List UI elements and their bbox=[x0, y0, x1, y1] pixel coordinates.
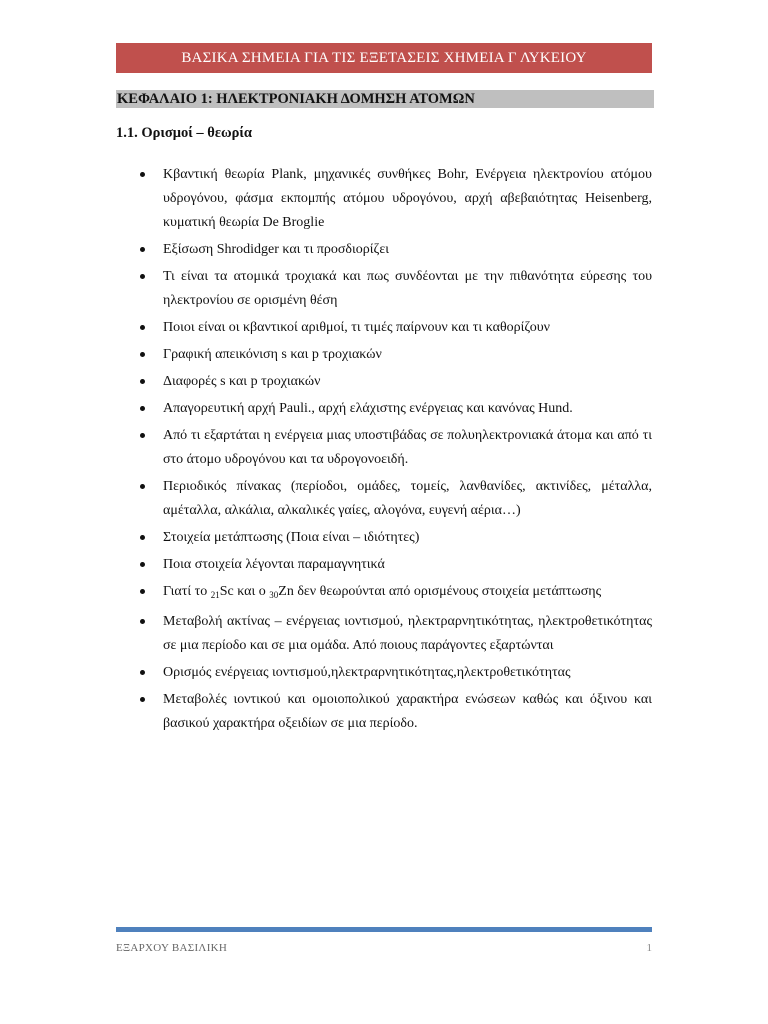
list-item: Εξίσωση Shrodidger και τι προσδιορίζει bbox=[116, 238, 652, 262]
list-item: Ορισμός ενέργειας ιοντισμού,ηλεκτραρνητικότητας,ηλεκτροθετικότητας bbox=[116, 661, 652, 685]
list-item: Ποιοι είναι οι κβαντικοί αριθμοί, τι τιμές παίρνουν και τι καθορίζουν bbox=[116, 316, 652, 340]
topic-list bbox=[116, 163, 652, 739]
page-number: 1 bbox=[646, 942, 652, 954]
list-item: Περιοδικός πίνακας (περίοδοι, ομάδες, τομείς, λανθανίδες, ακτινίδες, μέταλλα, αμέταλλα, αλκάλια, αλκαλικές γαίες, αλογόνα, ευγενή αέρια…) bbox=[116, 475, 652, 523]
header-banner bbox=[116, 43, 652, 73]
list-item: Τι είναι τα ατομικά τροχιακά και πως συνδέονται με την πιθανότητα εύρεσης του ηλεκτρονίου σε ορισμένη θέση bbox=[116, 265, 652, 313]
list-item: Μεταβολές ιοντικού και ομοιοπολικού χαρακτήρα ενώσεων καθώς και όξινου και βασικού χαρακτήρα οξειδίων σε μια περίοδο. bbox=[116, 688, 652, 736]
text-segment: Γιατί το bbox=[163, 584, 211, 599]
text-segment: Zn δεν θεωρούνται από ορισμένους στοιχεία μετάπτωσης bbox=[278, 584, 602, 599]
list-item: Απαγορευτική αρχή Pauli., αρχή ελάχιστης ενέργειας και κανόνας Hund. bbox=[116, 397, 652, 421]
chapter-title: ΚΕΦΑΛΑΙΟ 1: ΗΛΕΚΤΡΟΝΙΑΚΗ ΔΟΜΗΣΗ ΑΤΟΜΩΝ bbox=[117, 91, 475, 107]
list-item bbox=[116, 580, 652, 607]
list-item: Μεταβολή ακτίνας – ενέργειας ιοντισμού, ηλεκτραρνητικότητας, ηλεκτροθετικότητας σε μια περίοδο και σε μια ομάδα. Από ποιους παράγοντες εξαρτώνται bbox=[116, 610, 652, 658]
list-item: Ποια στοιχεία λέγονται παραμαγνητικά bbox=[116, 553, 652, 577]
section-heading: 1.1. Ορισμοί – θεωρία bbox=[116, 125, 252, 141]
list-item: Γραφική απεικόνιση s και p τροχιακών bbox=[116, 343, 652, 367]
list-item: Κβαντική θεωρία Plank, μηχανικές συνθήκες Bohr, Ενέργεια ηλεκτρονίου ατόμου υδρογόνου, φάσμα εκπομπής ατόμου υδρογόνου, αρχή αβεβαιότητας Heisenberg, κυματική θεωρία De Broglie bbox=[116, 163, 652, 235]
footer-author: ΕΞΑΡΧΟΥ ΒΑΣΙΛΙΚΗ bbox=[116, 942, 228, 954]
subscript: 30 bbox=[269, 590, 279, 600]
list-item: Από τι εξαρτάται η ενέργεια μιας υποστιβάδας σε πολυηλεκτρονιακά άτομα και από τι στο άτομο υδρογόνου και τα υδρογονοειδή. bbox=[116, 424, 652, 472]
footer-divider bbox=[116, 927, 652, 932]
subscript: 21 bbox=[210, 590, 220, 600]
chapter-heading bbox=[116, 90, 654, 108]
list-item: Στοιχεία μετάπτωσης (Ποια είναι – ιδιότητες) bbox=[116, 526, 652, 550]
list-item: Διαφορές s και p τροχιακών bbox=[116, 370, 652, 394]
document-title: ΒΑΣΙΚΑ ΣΗΜΕΙΑ ΓΙΑ ΤΙΣ ΕΞΕΤΑΣΕΙΣ ΧΗΜΕΙΑ Γ ΛΥΚΕΙΟΥ bbox=[181, 49, 587, 66]
text-segment: Sc και ο bbox=[219, 584, 270, 599]
